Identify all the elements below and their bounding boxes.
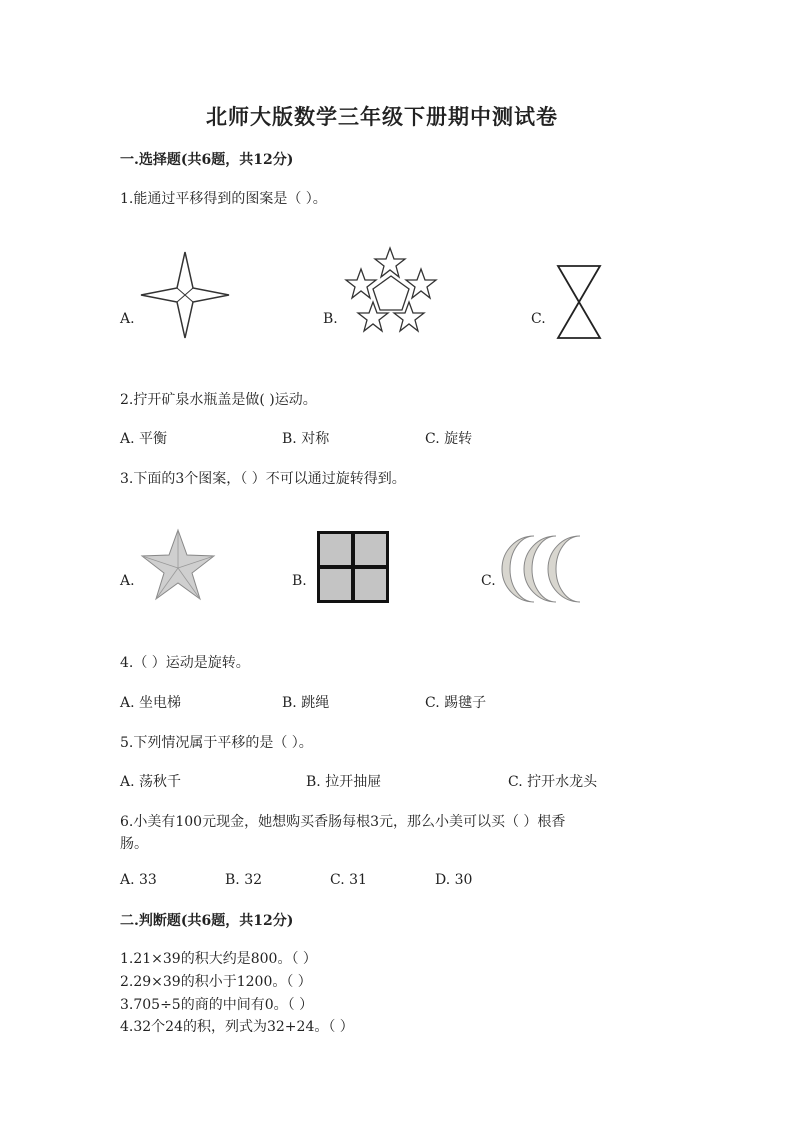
q4-option-a: A. 坐电梯 [120, 695, 182, 711]
q6-option-b: B. 32 [225, 872, 263, 888]
four-square-figure [316, 530, 390, 604]
q6-option-d: D. 30 [435, 872, 473, 888]
page-title: 北师大版数学三年级下册期中测试卷 [206, 104, 558, 129]
section-1-heading: 一.选择题(共6题，共12分) [120, 152, 294, 168]
section-2-heading: 二.判断题(共6题，共12分) [120, 913, 294, 929]
q1-option-c-label: C. [531, 311, 546, 327]
question-3: 3.下面的3个图案，（ ）不可以通过旋转得到。 [120, 471, 406, 487]
q6-option-c: C. 31 [330, 872, 367, 888]
crescent-moons-figure [504, 534, 584, 604]
q4-option-b: B. 跳绳 [282, 695, 330, 711]
q5-option-b: B. 拉开抽屉 [306, 774, 382, 790]
q3-option-b-label: B. [292, 573, 307, 589]
judgement-item-2: 2.29×39的积小于1200。（ ） [120, 974, 312, 990]
q2-option-c: C. 旋转 [425, 431, 473, 447]
q2-option-b: B. 对称 [282, 431, 330, 447]
q3-option-c-label: C. [481, 573, 496, 589]
judgement-item-3: 3.705÷5的商的中间有0。（ ） [120, 997, 314, 1013]
question-4: 4.（ ）运动是旋转。 [120, 655, 250, 671]
q2-option-a: A. 平衡 [120, 431, 168, 447]
q6-option-a: A. 33 [120, 872, 157, 888]
gray-star-figure [140, 528, 216, 602]
q3-option-a-label: A. [120, 573, 135, 589]
q1-option-a-label: A. [120, 311, 135, 327]
question-2: 2.拧开矿泉水瓶盖是做( )运动。 [120, 392, 317, 408]
q1-option-b-label: B. [323, 311, 338, 327]
judgement-item-4: 4.32个24的积，列式为32+24。（ ） [120, 1019, 354, 1035]
question-6-line-1: 6.小美有100元现金，她想购买香肠每根3元，那么小美可以买（ ）根香 [120, 814, 566, 830]
judgement-item-1: 1.21×39的积大约是800。（ ） [120, 951, 317, 967]
hourglass-figure [556, 264, 602, 340]
q4-option-c: C. 踢毽子 [425, 695, 487, 711]
q5-option-c: C. 拧开水龙头 [508, 774, 598, 790]
question-1: 1.能通过平移得到的图案是（ ）。 [120, 191, 327, 207]
stars-pentagon-figure [341, 246, 441, 342]
question-5: 5.下列情况属于平移的是（ ）。 [120, 735, 313, 751]
question-6-line-2: 肠。 [120, 836, 148, 852]
q5-option-a: A. 荡秋千 [120, 774, 182, 790]
four-point-star-figure [139, 250, 231, 342]
